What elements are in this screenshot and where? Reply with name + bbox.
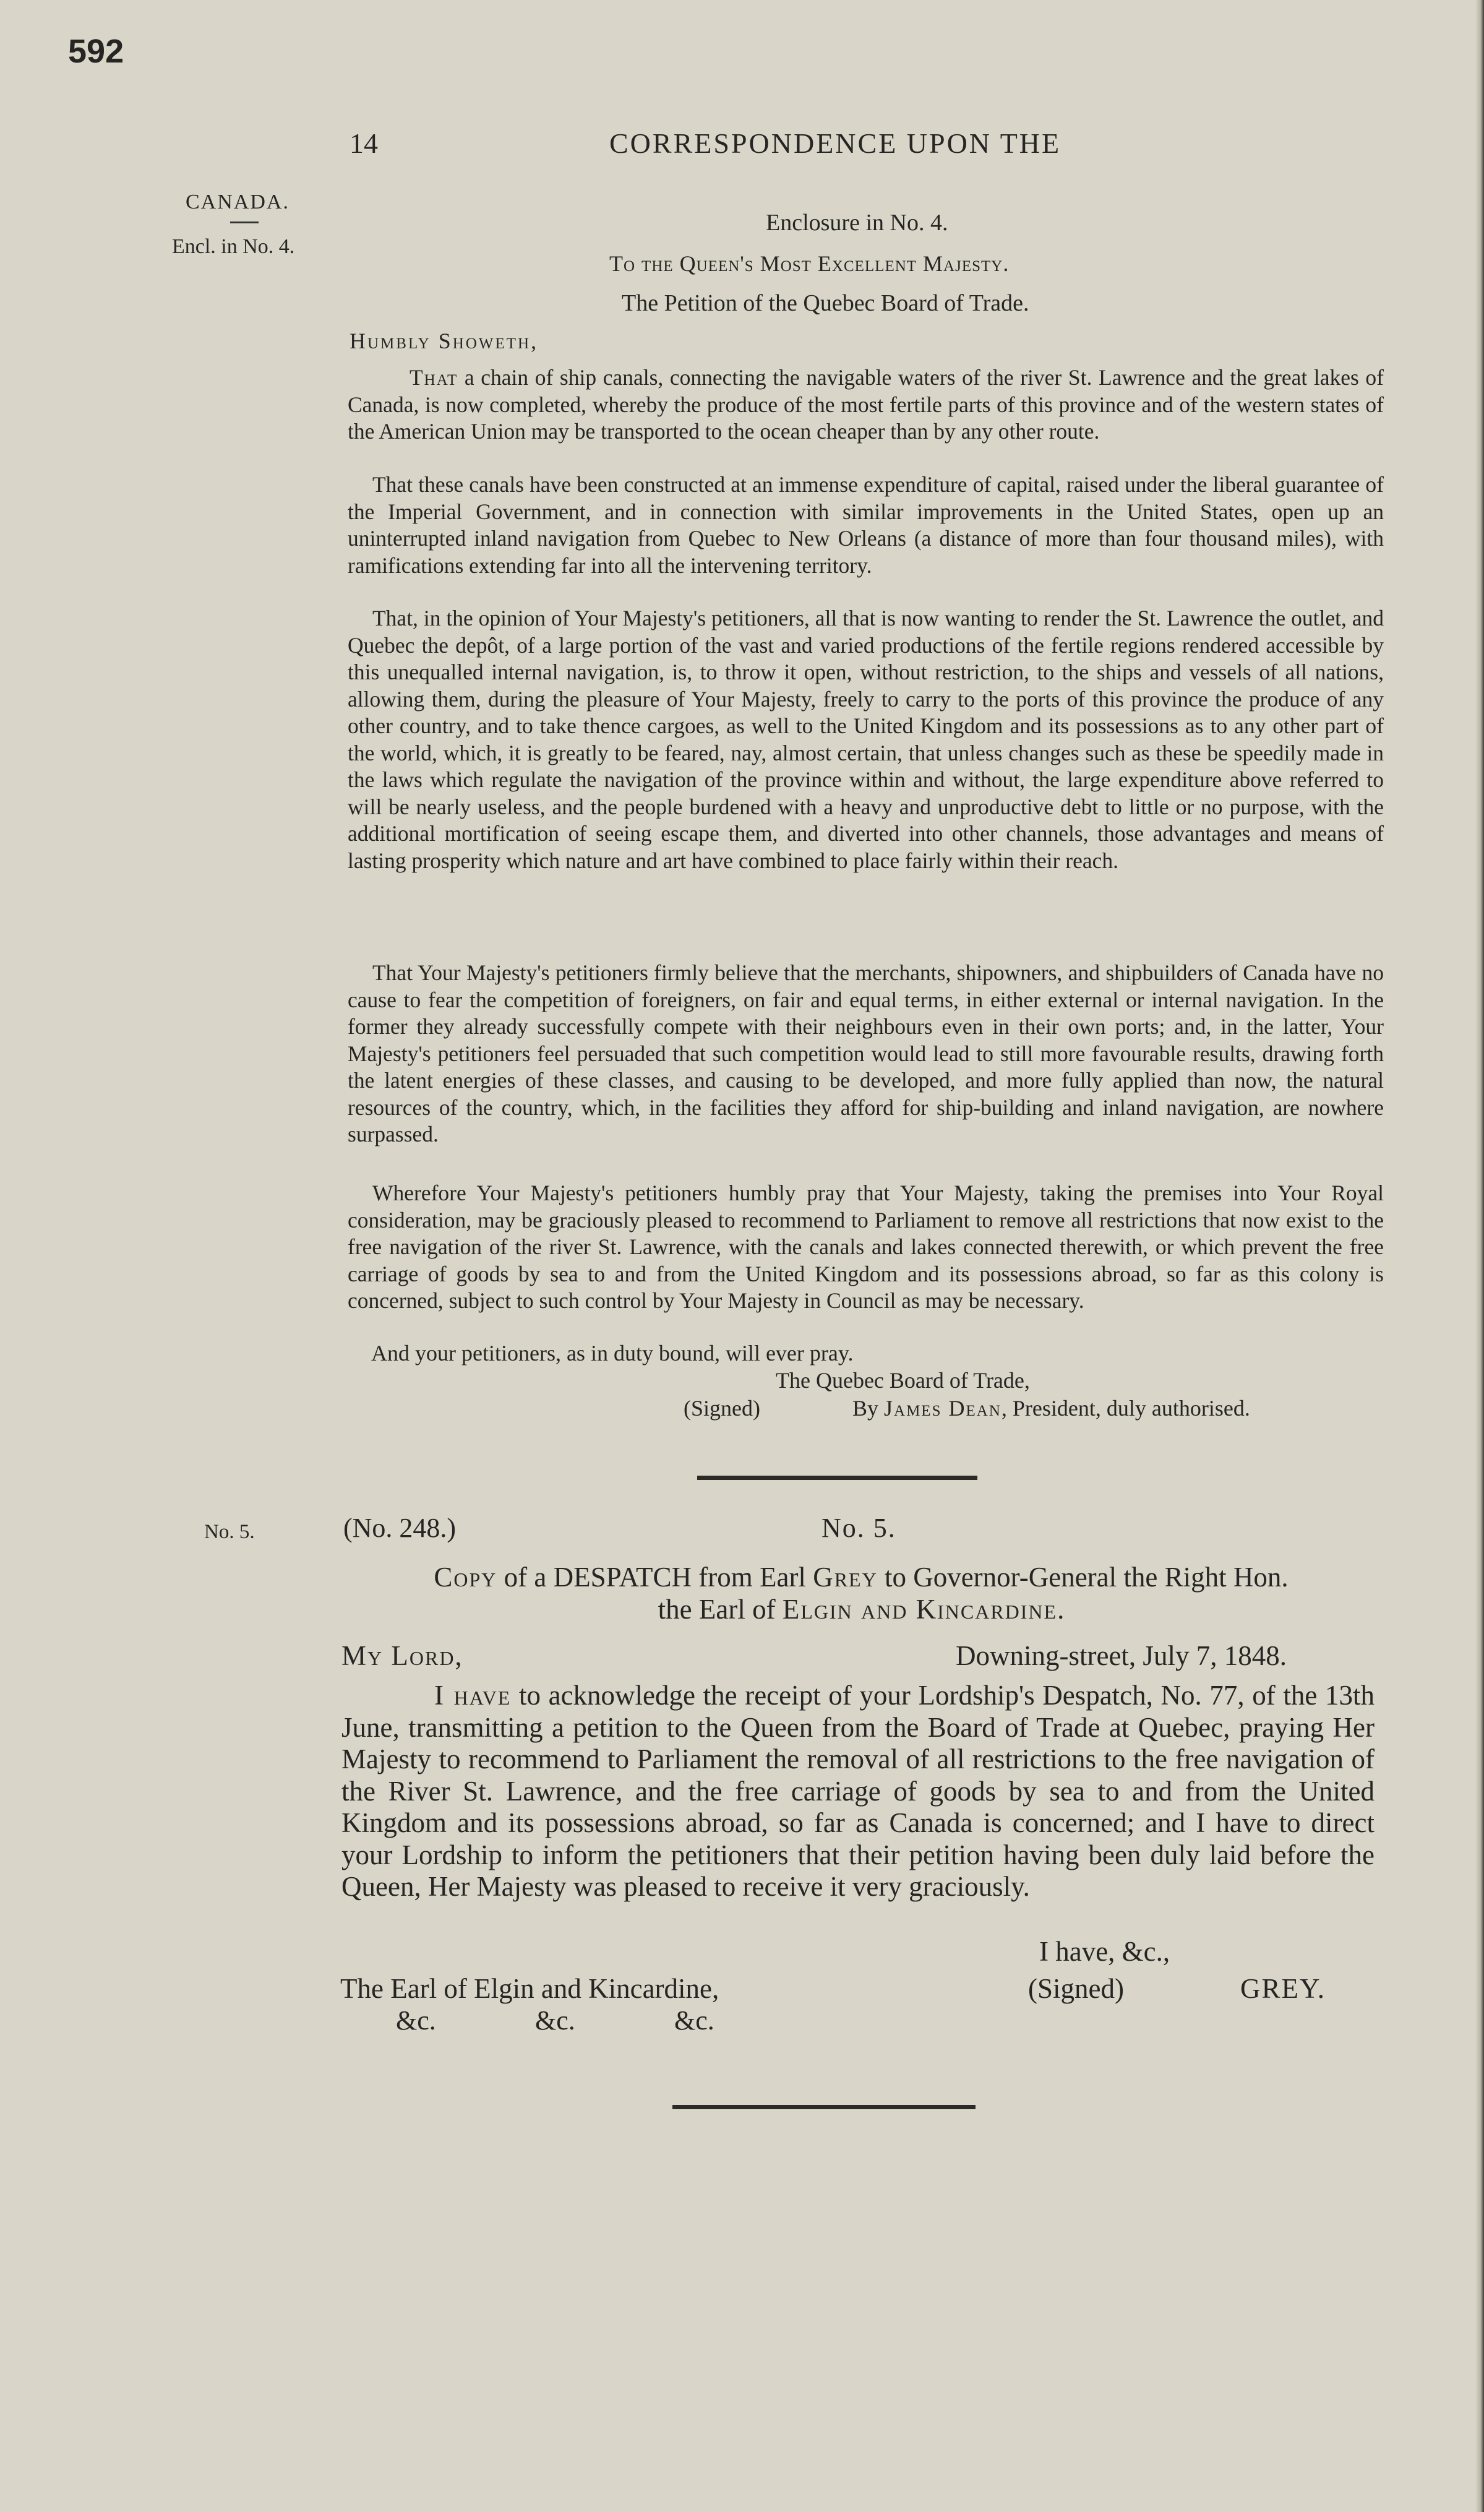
- page-number: 592: [68, 33, 124, 70]
- petition-signer: [852, 1395, 1250, 1421]
- despatch-no-title: No. 5.: [821, 1513, 896, 1543]
- para2-text: That these canals have been constructed at an immense expenditure of capital, raised under the liberal guarantee of the Imperial Government, and in connection with similar improvements in the United States, open up an uninterrupted inland navigation from Quebec to New Orleans (a distance of more than four thousand miles), with ramifications extending far into all the intervening territory.: [348, 472, 1384, 578]
- salutation-comma: ,: [455, 1640, 462, 1671]
- petition-paragraph-4: [348, 960, 1384, 1148]
- dateline: Downing-street, July 7, 1848.: [956, 1640, 1287, 1671]
- petition-paragraph-1: [348, 364, 1384, 445]
- page-edge-shadow: [1475, 0, 1484, 2512]
- letter-signature: GREY.: [1240, 1973, 1326, 2004]
- letter-signed-label: (Signed): [1028, 1973, 1124, 2004]
- despatch-title: [341, 1561, 1381, 1625]
- margin-note-canada: CANADA.: [186, 191, 290, 213]
- etc-3: &c.: [674, 2005, 714, 2036]
- petition-title: The Petition of the Quebec Board of Trade.: [622, 290, 1029, 316]
- etc-row: [396, 2005, 813, 2036]
- title-grey: Grey: [813, 1562, 878, 1593]
- title-line2-c: .: [1057, 1594, 1065, 1625]
- ever-pray-line: And your petitioners, as in duty bound, will ever pray.: [371, 1341, 854, 1366]
- salutation-text: My Lord: [341, 1640, 455, 1671]
- para1-lead: That: [410, 365, 458, 390]
- despatch-number: (No. 248.): [343, 1513, 457, 1543]
- petition-paragraph-2: [348, 471, 1384, 579]
- petition-paragraph-3: [348, 605, 1384, 874]
- closing-line: I have, &c.,: [1039, 1936, 1170, 1967]
- letter-recipient: The Earl of Elgin and Kincardine,: [340, 1973, 719, 2004]
- title-line2-a: the Earl of: [658, 1594, 783, 1625]
- title-line2-b: Elgin and Kincardine: [782, 1594, 1058, 1625]
- title-part-b: of a DESPATCH from Earl: [497, 1562, 813, 1593]
- petition-signed-label: (Signed): [684, 1396, 760, 1421]
- letter-text: to acknowledge the receipt of your Lordship's Despatch, No. 77, of the 13th June, transmitting a petition to the Queen from the Board of Trade at Quebec, praying Her Majesty to recommend to Parliament the removal of all restrictions to the free navigation of the River St. Lawrence, and the free carriage of goods by sea to and from the United Kingdom and its possessions abroad, so far as Canada is concerned; and I have to direct your Lordship to inform the petitioners that their petition having been duly laid before the Queen, Her Majesty was pleased to receive it very graciously.: [341, 1680, 1375, 1902]
- letter-lead: I have: [434, 1680, 512, 1711]
- margin-note-no5: No. 5.: [204, 1521, 255, 1543]
- margin-note-enclosure: Encl. in No. 4.: [172, 235, 295, 258]
- etc-2: &c.: [535, 2005, 575, 2036]
- para3-text: That, in the opinion of Your Majesty's petitioners, all that is now wanting to render the St. Lawrence the outlet, and Quebec the depôt, of a large portion of the vast and varied productions of the fertile regions rendered accessible by this unequalled internal navigation, is, to throw it open, without restriction, to the ships and vessels of all nations, allowing them, during the pleasure of Your Majesty, freely to carry to the ports of this province the produce of any other country, and to take thence cargoes, as well to the United Kingdom and its possessions as to any other part of the world, which, it is greatly to be feared, nay, almost certain, that unless changes such as these be speedily made in the laws which regulate the navigation of the province within and without, the large expenditure above referred to will be nearly useless, and the people burdened with a heavy and unproductive debt to little or no purpose, with the additional mortification of seeing escape them, and diverted into other channels, those advantages and means of lasting prosperity which nature and art have combined to place fairly within their reach.: [348, 606, 1384, 873]
- para4-text: That Your Majesty's petitioners firmly believe that the merchants, shipowners, and shipbuilders of Canada have no cause to fear the competition of foreigners, on fair and equal terms, in either external or internal navigation. In the former they already successfully compete with their neighbours even in their own ports; and, in the latter, Your Majesty's petitioners feel persuaded that such competition would lead to still more favourable results, drawing forth the latent energies of these classes, and causing to be developed, and more fully applied than now, the natural resources of the country, which, in the facilities they afford for ship-building and inland navigation, are nowhere surpassed.: [348, 960, 1384, 1146]
- end-divider-rule: [672, 2105, 976, 2109]
- petition-addressee: To the Queen's Most Excellent Majesty.: [609, 251, 1010, 276]
- section-divider-rule: [697, 1476, 977, 1480]
- signer-title: , President, duly authorised.: [1001, 1396, 1250, 1421]
- petition-paragraph-5: [348, 1180, 1384, 1315]
- signer-by: By: [852, 1396, 879, 1421]
- letter-body: [341, 1680, 1375, 1903]
- humbly-showeth: Humbly Showeth,: [350, 329, 539, 353]
- signer-name: James Dean: [884, 1396, 1001, 1421]
- para5-text: Wherefore Your Majesty's petitioners humbly pray that Your Majesty, taking the premises into Your Royal consideration, may be graciously pleased to recommend to Parliament to remove all restrictions that now exist to the free navigation of the river St. Lawrence, with the canals and lakes connected therewith, or which prevent the free carriage of goods by sea to and from the United Kingdom and its possessions abroad, so far as this colony is concerned, subject to such control by Your Majesty in Council as may be necessary.: [348, 1181, 1384, 1313]
- title-copy: Copy: [434, 1562, 497, 1593]
- margin-rule: [230, 222, 259, 223]
- para1-text: a chain of ship canals, connecting the navigable waters of the river St. Lawrence and the great lakes of Canada, is now completed, whereby the produce of the most fertile parts of this province and of the western states of the American Union may be transported to the ocean cheaper than by any other route.: [348, 365, 1384, 444]
- title-part-d: to Governor-General the Right Hon.: [877, 1562, 1289, 1593]
- etc-1: &c.: [396, 2005, 436, 2036]
- salutation: [341, 1640, 462, 1672]
- board-signature: The Quebec Board of Trade,: [776, 1368, 1030, 1393]
- running-head-number: 14: [350, 127, 378, 159]
- enclosure-heading: Enclosure in No. 4.: [766, 210, 948, 236]
- running-head-title: CORRESPONDENCE UPON THE: [609, 127, 1062, 159]
